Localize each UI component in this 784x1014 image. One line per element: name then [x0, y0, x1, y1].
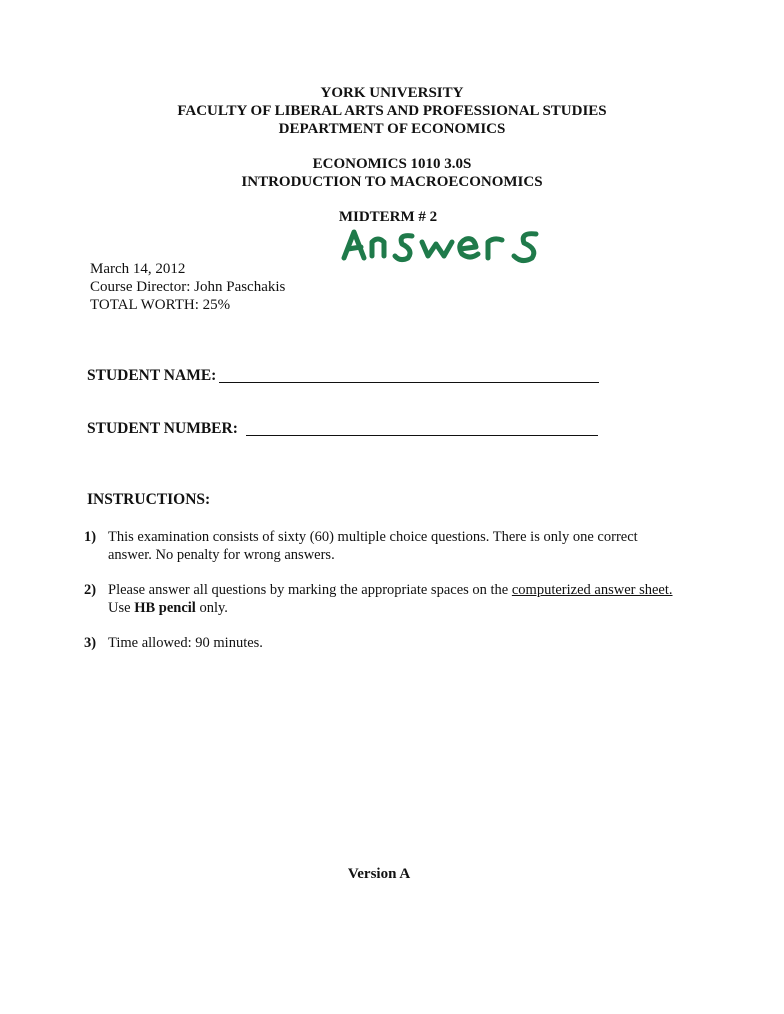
instruction-text: Time allowed: 90 minutes. — [108, 635, 263, 651]
instruction-text-part: Please answer all questions by marking the appropriate spaces on the — [108, 582, 512, 598]
student-name-line[interactable] — [219, 382, 599, 383]
department-name: DEPARTMENT OF ECONOMICS — [278, 121, 506, 137]
pencil-requirement: HB pencil — [134, 600, 196, 616]
student-name-label: STUDENT NAME: — [87, 367, 217, 384]
instruction-number: 2) — [84, 582, 97, 598]
exam-title: MIDTERM # 2 — [338, 209, 438, 225]
answer-sheet-reference: computerized answer sheet. — [511, 582, 673, 598]
instruction-text: This examination consists of sixty (60) multiple choice questions. There is only one correct answer. No penalty for wrong answers. — [108, 529, 638, 563]
handwritten-answers-annotation — [340, 222, 575, 266]
instruction-item-1 — [84, 528, 684, 564]
total-worth: TOTAL WORTH: 25% — [90, 297, 231, 313]
university-name: YORK UNIVERSITY — [320, 85, 464, 101]
student-number-label: STUDENT NUMBER: — [87, 420, 238, 437]
exam-date: March 14, 2012 — [90, 261, 186, 277]
institution-header — [0, 84, 784, 138]
exam-info — [90, 260, 285, 314]
exam-version: Version A — [347, 866, 411, 882]
instruction-text-part: only. — [195, 600, 228, 616]
course-title: INTRODUCTION TO MACROECONOMICS — [241, 174, 543, 190]
instruction-item-3 — [84, 634, 684, 652]
instruction-number: 1) — [84, 529, 97, 545]
student-number-line[interactable] — [246, 435, 598, 436]
instructions-title: INSTRUCTIONS: — [87, 491, 211, 508]
instruction-text-part: Use — [108, 600, 135, 616]
instruction-item-2 — [84, 581, 684, 617]
faculty-name: FACULTY OF LIBERAL ARTS AND PROFESSIONAL STUDIES — [177, 103, 607, 119]
course-code: ECONOMICS 1010 3.0S — [312, 156, 472, 172]
course-header — [0, 155, 784, 191]
instruction-text — [108, 581, 684, 617]
instruction-number: 3) — [84, 635, 97, 651]
course-director: Course Director: John Paschakis — [90, 279, 286, 295]
